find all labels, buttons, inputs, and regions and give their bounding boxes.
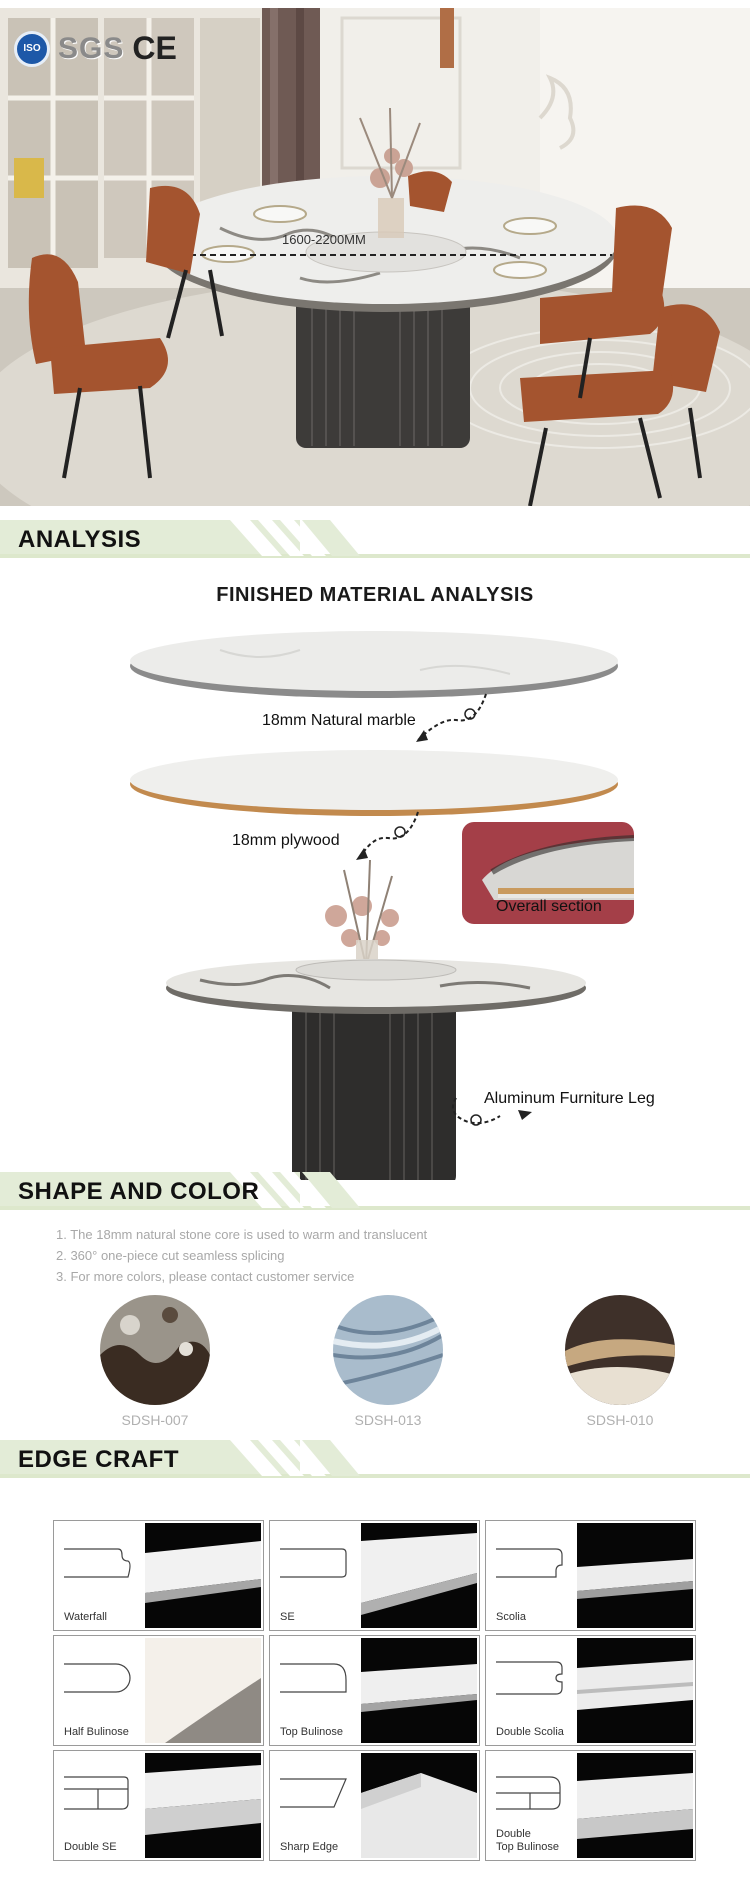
iso-badge: ISO: [14, 31, 50, 67]
top-bulinose-profile-icon: [278, 1658, 350, 1698]
note-item: 2. 360° one-piece cut seamless splicing: [56, 1248, 285, 1263]
edge-name: Scolia: [496, 1611, 526, 1623]
edge-photo: [577, 1523, 693, 1628]
section-header-shape-color: [0, 1172, 750, 1216]
double-se-profile-icon: [62, 1773, 134, 1813]
swatch-sdsh-007: [100, 1295, 210, 1405]
marble-layer-label: 18mm Natural marble: [262, 712, 416, 729]
scolia-profile-icon: [494, 1543, 566, 1583]
se-profile-icon: [278, 1543, 350, 1583]
header-rule: [0, 554, 750, 558]
edge-card-scolia: [485, 1520, 696, 1631]
dining-room-scene: [0, 8, 750, 506]
edge-card-top-bulinose: [269, 1635, 480, 1746]
section-header-edge-craft: [0, 1440, 750, 1484]
edge-name: SE: [280, 1611, 295, 1623]
sgs-logo: SGS: [58, 31, 125, 65]
waterfall-profile-icon: [62, 1543, 134, 1583]
header-rule: [0, 1206, 750, 1210]
swatch-code: SDSH-007: [121, 1412, 189, 1428]
edge-photo: [361, 1753, 477, 1858]
section-title: SHAPE AND COLOR: [18, 1178, 260, 1205]
ce-mark: CE: [132, 30, 177, 66]
half-bulinose-profile-icon: [62, 1658, 134, 1698]
edge-name: Double SE: [64, 1841, 117, 1853]
certification-logos: [14, 30, 177, 67]
header-rule: [0, 1474, 750, 1478]
swatch-code: SDSH-013: [354, 1412, 422, 1428]
edge-name: Sharp Edge: [280, 1841, 339, 1853]
edge-photo: [577, 1638, 693, 1743]
section-header-analysis: [0, 520, 750, 564]
edge-card-waterfall: [53, 1520, 264, 1631]
section-title: EDGE CRAFT: [18, 1446, 179, 1473]
hero-image: [0, 8, 750, 506]
edge-name: Waterfall: [64, 1611, 107, 1623]
swatch-code: SDSH-010: [586, 1412, 654, 1428]
edge-card-double-scolia: [485, 1635, 696, 1746]
edge-photo: [145, 1753, 261, 1858]
edge-name: Double Scolia: [496, 1726, 564, 1738]
section-title: ANALYSIS: [18, 526, 142, 553]
stripe-decoration: [220, 1440, 360, 1478]
edge-profile-grid: [53, 1520, 696, 1862]
material-analysis-heading: FINISHED MATERIAL ANALYSIS: [216, 584, 534, 606]
sharp-edge-profile-icon: [278, 1773, 350, 1813]
material-notes: [56, 1224, 427, 1287]
swatch-sdsh-010: [565, 1295, 675, 1405]
note-item: 1. The 18mm natural stone core is used to warm and translucent: [56, 1227, 428, 1242]
edge-name: Half Bulinose: [64, 1726, 129, 1738]
double-scolia-profile-icon: [494, 1658, 566, 1698]
edge-photo: [145, 1523, 261, 1628]
edge-card-se: [269, 1520, 480, 1631]
dimension-label: 1600-2200MM: [282, 232, 366, 247]
edge-photo: [145, 1638, 261, 1743]
edge-card-half-bulinose: [53, 1635, 264, 1746]
edge-photo: [577, 1753, 693, 1858]
edge-photo: [361, 1523, 477, 1628]
edge-name: Top Bulinose: [280, 1726, 343, 1738]
edge-photo: [361, 1638, 477, 1743]
overall-section-label: Overall section: [496, 898, 602, 915]
edge-card-double-top-bulinose: [485, 1750, 696, 1861]
plywood-layer-label: 18mm plywood: [232, 832, 340, 849]
edge-card-double-se: [53, 1750, 264, 1861]
overall-section-card: [462, 822, 634, 924]
edge-name: Double Top Bulinose: [496, 1828, 559, 1853]
leg-layer-label: Aluminum Furniture Leg: [484, 1090, 655, 1107]
note-item: 3. For more colors, please contact customer service: [56, 1269, 355, 1284]
stripe-decoration: [220, 520, 360, 558]
swatch-sdsh-013: [333, 1295, 443, 1405]
edge-card-sharp-edge: [269, 1750, 480, 1861]
double-top-bulinose-profile-icon: [494, 1773, 566, 1813]
